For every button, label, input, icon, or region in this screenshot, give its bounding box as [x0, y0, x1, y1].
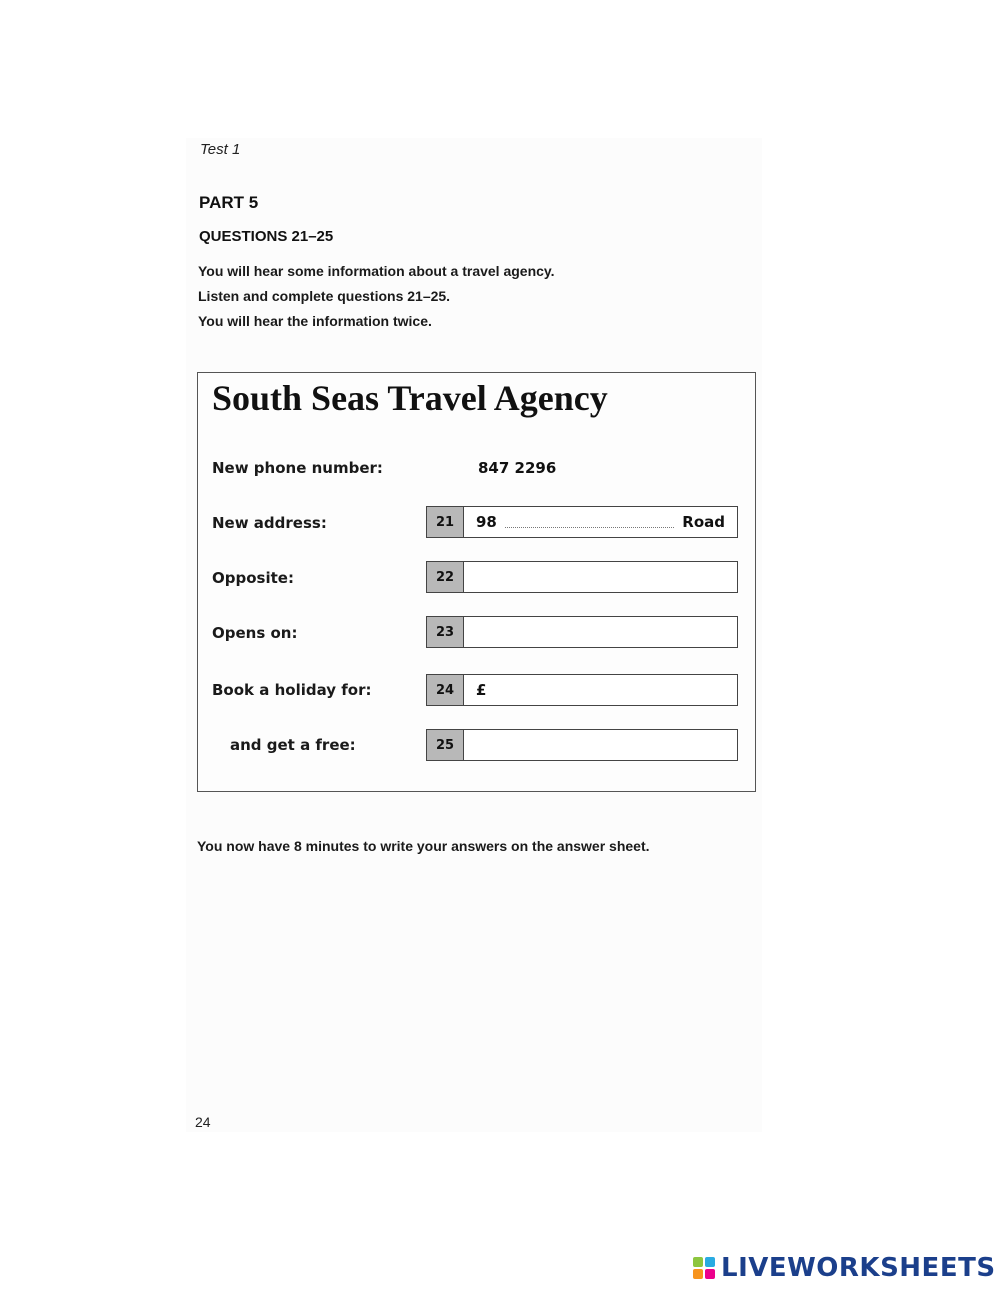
- question-number: 23: [427, 617, 464, 647]
- answer-box-21: [426, 506, 738, 538]
- answer-box-22: [426, 561, 738, 593]
- address-label: New address:: [212, 514, 327, 532]
- instruction-line-1: You will hear some information about a travel agency.: [198, 263, 555, 279]
- agency-title: South Seas Travel Agency: [212, 378, 608, 418]
- page-number: 24: [195, 1114, 211, 1130]
- liveworksheets-logo[interactable]: [693, 1253, 996, 1283]
- answer-box-25: [426, 729, 738, 761]
- brand-name: LIVEWORKSHEETS: [721, 1253, 996, 1283]
- opposite-label: Opposite:: [212, 569, 294, 587]
- answer-field-22[interactable]: [464, 562, 737, 592]
- answer-prefix: 98: [476, 513, 497, 531]
- question-number: 24: [427, 675, 464, 705]
- answer-field-24[interactable]: [464, 675, 737, 705]
- opens-on-label: Opens on:: [212, 624, 298, 642]
- part-heading: PART 5: [199, 193, 259, 212]
- answer-box-23: [426, 616, 738, 648]
- book-holiday-label: Book a holiday for:: [212, 681, 372, 699]
- instruction-line-3: You will hear the information twice.: [198, 313, 432, 329]
- question-number: 25: [427, 730, 464, 760]
- time-note: You now have 8 minutes to write your answers on the answer sheet.: [197, 838, 650, 854]
- free-gift-label: and get a free:: [230, 736, 356, 754]
- answer-box-24: [426, 674, 738, 706]
- logo-grid-icon: [693, 1257, 715, 1279]
- phone-value: 847 2296: [478, 459, 557, 477]
- phone-label: New phone number:: [212, 459, 383, 477]
- answer-field-23[interactable]: [464, 617, 737, 647]
- answer-field-21[interactable]: [464, 507, 737, 537]
- answer-field-25[interactable]: [464, 730, 737, 760]
- question-number: 22: [427, 562, 464, 592]
- pound-sign: £: [476, 681, 487, 699]
- questions-heading: QUESTIONS 21–25: [199, 228, 334, 245]
- question-number: 21: [427, 507, 464, 537]
- instruction-line-2: Listen and complete questions 21–25.: [198, 288, 451, 304]
- test-label: Test 1: [200, 141, 241, 158]
- answer-blank-line: [505, 517, 674, 528]
- answer-suffix: Road: [682, 513, 725, 531]
